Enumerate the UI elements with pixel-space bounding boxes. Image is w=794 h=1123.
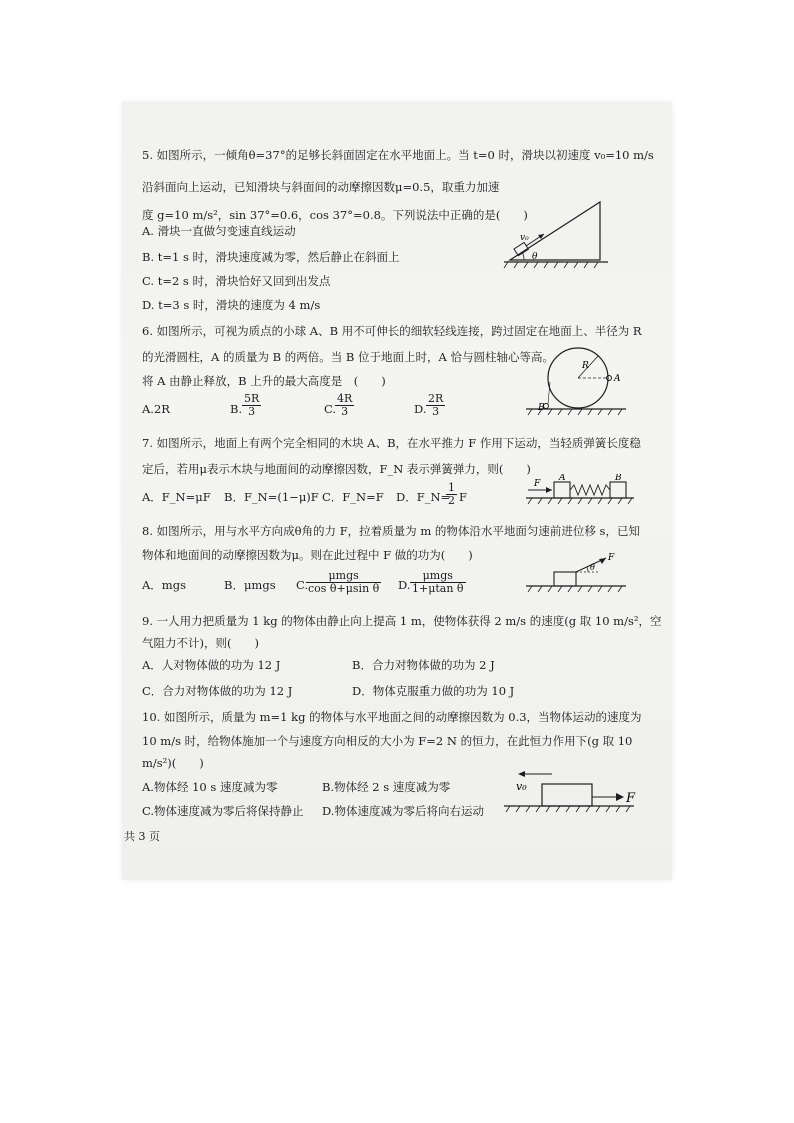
q7-option-d-den: 2 bbox=[448, 494, 455, 507]
q5-fig-v0-label: v₀ bbox=[520, 233, 529, 243]
q10-option-a: A.物体经 10 s 速度减为零 bbox=[142, 780, 278, 794]
q10-option-c: C.物体速度减为零后将保持静止 bbox=[142, 804, 304, 818]
q6-option-d-label: D. bbox=[414, 402, 427, 416]
q9-option-d: D．物体克服重力做的功为 10 J bbox=[352, 684, 515, 698]
q7-line1: 7. 如图所示，地面上有两个完全相同的木块 A、B，在水平推力 F 作用下运动，当轻质弹簧长度稳 bbox=[142, 436, 641, 450]
q10-option-b: B.物体经 2 s 速度减为零 bbox=[322, 780, 451, 794]
q6-cylinder-diagram bbox=[524, 340, 628, 420]
q5-option-b: B. t=1 s 时，滑块速度减为零，然后静止在斜面上 bbox=[142, 250, 400, 264]
q5-line3: 度 g=10 m/s²，sin 37°=0.6，cos 37°=0.8。下列说法中正确的是( ) bbox=[142, 208, 528, 222]
q10-fig-f-label: F bbox=[626, 791, 636, 806]
q10-line2: 10 m/s 时，给物体施加一个与速度方向相反的大小为 F=2 N 的恒力，在此恒力作用下(g 取 10 bbox=[142, 734, 633, 748]
q8-option-c-num: μmgs bbox=[306, 570, 381, 583]
q6-option-a: A.2R bbox=[142, 402, 170, 416]
q8-fig-theta-label: θ bbox=[590, 563, 595, 572]
q7-line2: 定后，若用μ表示木块与地面间的动摩擦因数，F_N 表示弹簧弹力，则( ) bbox=[142, 462, 531, 476]
q6-line2: 的光滑圆柱，A 的质量为 B 的两倍。当 B 位于地面上时，A 恰与圆柱轴心等高。 bbox=[142, 350, 554, 364]
q6-line3: 将 A 由静止释放，B 上升的最大高度是 ( ) bbox=[142, 374, 386, 388]
q8-option-a: A．mgs bbox=[142, 578, 186, 592]
q6-option-b-label: B. bbox=[230, 402, 243, 416]
q6-option-d-num: 2R bbox=[428, 392, 444, 405]
q8-option-c-den: cos θ+μsin θ bbox=[308, 582, 380, 595]
q7-option-d-fraction bbox=[446, 482, 457, 507]
q7-option-a: A．F_N=μF bbox=[142, 490, 211, 504]
q6-fig-b-label: B bbox=[538, 403, 545, 413]
page-footer: 共 3 页 bbox=[124, 830, 160, 843]
q8-line1: 8. 如图所示，用与水平方向成θ角的力 F，拉着质量为 m 的物体沿水平地面匀速前进位移 s，已知 bbox=[142, 524, 640, 538]
q7-option-d-label: D．F_N= bbox=[396, 490, 451, 504]
q8-option-d-den: 1+μtan θ bbox=[412, 582, 464, 595]
q7-fig-f-label: F bbox=[534, 479, 541, 489]
q8-option-d-fraction bbox=[410, 570, 466, 595]
q7-option-d-tail: F bbox=[459, 490, 467, 504]
q10-fig-v0-label: v₀ bbox=[516, 780, 527, 793]
q5-incline-diagram bbox=[502, 196, 612, 272]
q6-option-c-fraction bbox=[335, 393, 354, 418]
q5-option-c: C. t=2 s 时，滑块恰好又回到出发点 bbox=[142, 274, 331, 288]
q8-option-d-num: μmgs bbox=[410, 570, 466, 583]
q9-option-b: B．合力对物体做的功为 2 J bbox=[352, 658, 495, 672]
q6-option-c-num: 4R bbox=[337, 392, 353, 405]
q6-line1: 6. 如图所示，可视为质点的小球 A、B 用不可伸长的细软轻线连接，跨过固定在地面上、半径为 R bbox=[142, 324, 642, 338]
q6-option-b-num: 5R bbox=[244, 392, 260, 405]
q6-option-c-den: 3 bbox=[341, 405, 349, 418]
q8-pull-diagram bbox=[524, 550, 628, 596]
q8-line2: 物体和地面间的动摩擦因数为μ。则在此过程中 F 做的功为( ) bbox=[142, 548, 473, 562]
q6-fig-r-label: R bbox=[582, 361, 589, 371]
q10-option-d: D.物体速度减为零后将向右运动 bbox=[322, 804, 484, 818]
q10-block-diagram bbox=[502, 764, 638, 820]
q5-fig-theta-label: θ bbox=[532, 252, 538, 262]
q6-option-d-den: 3 bbox=[432, 405, 440, 418]
q5-option-d: D. t=3 s 时，滑块的速度为 4 m/s bbox=[142, 298, 321, 312]
q6-option-b-den: 3 bbox=[248, 405, 256, 418]
q9-option-a: A．人对物体做的功为 12 J bbox=[142, 658, 281, 672]
q8-option-c-fraction bbox=[306, 570, 381, 595]
q5-option-a: A. 滑块一直做匀变速直线运动 bbox=[142, 224, 296, 238]
q6-option-c-label: C. bbox=[324, 402, 337, 416]
q6-option-d-fraction bbox=[426, 393, 445, 418]
q8-fig-f-label: F bbox=[608, 553, 615, 563]
q5-line1: 5. 如图所示，一倾角θ=37°的足够长斜面固定在水平地面上。当 t=0 时，滑块以初速度 v₀=10 m/s bbox=[142, 148, 654, 162]
q6-option-b-fraction bbox=[242, 393, 261, 418]
q9-line2: 气阻力不计)，则( ) bbox=[142, 636, 259, 650]
q10-line1: 10. 如图所示，质量为 m=1 kg 的物体与水平地面之间的动摩擦因数为 0.3，当物体运动的速度为 bbox=[142, 710, 642, 724]
q8-option-d-label: D. bbox=[398, 578, 411, 592]
q7-fig-b-label: B bbox=[615, 474, 622, 483]
q9-line1: 9. 一人用力把质量为 1 kg 的物体由静止向上提高 1 m，使物体获得 2 m/s 的速度(g 取 10 m/s²，空 bbox=[142, 614, 662, 628]
q9-option-c: C．合力对物体做的功为 12 J bbox=[142, 684, 293, 698]
q8-option-b: B．μmgs bbox=[224, 578, 276, 592]
q7-option-c: C．F_N=F bbox=[322, 490, 384, 504]
q7-option-b: B．F_N=(1−μ)F bbox=[224, 490, 319, 504]
q7-spring-diagram bbox=[524, 474, 636, 510]
q8-option-c-label: C. bbox=[296, 578, 309, 592]
q7-option-d-num: 1 bbox=[448, 481, 455, 494]
q6-fig-a-label: A bbox=[614, 374, 621, 384]
q7-fig-a-label: A bbox=[559, 474, 566, 483]
q10-line3: m/s²)( ) bbox=[142, 756, 204, 770]
q5-line2: 沿斜面向上运动，已知滑块与斜面间的动摩擦因数μ=0.5，取重力加速 bbox=[142, 180, 500, 194]
